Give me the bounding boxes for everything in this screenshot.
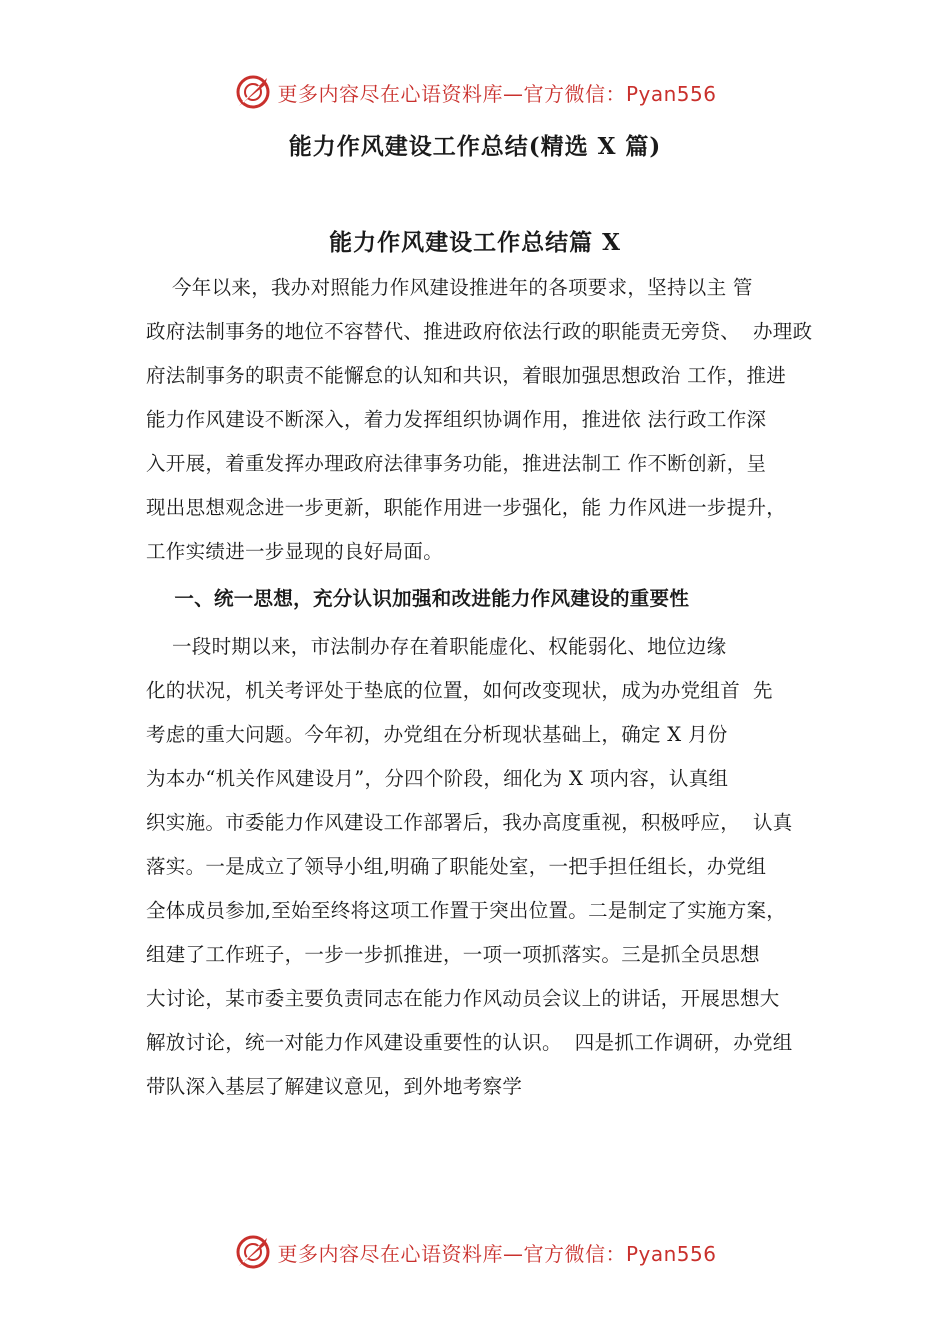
body-line: 解放讨论，统一对能力作风建设重要性的认识。 四是抓工作调研，办党组	[146, 1031, 793, 1054]
body-line: 今年以来，我办对照能力作风建设推进年的各项要求，坚持以主 管	[146, 276, 753, 299]
document-title: 能力作风建设工作总结(精选 X 篇)	[288, 133, 662, 160]
body-line: 能力作风建设不断深入，着力发挥组织协调作用，推进依 法行政工作深	[146, 408, 767, 431]
body-line: 大讨论，某市委主要负责同志在能力作风动员会议上的讲话，开展思想大	[146, 987, 780, 1010]
footer-banner	[0, 1230, 950, 1274]
body-line: 为本办“机关作风建设月”，分四个阶段，细化为 X 项内容，认真组	[146, 767, 729, 790]
body-line: 入开展，着重发挥办理政府法律事务功能，推进法制工 作不断创新，呈	[146, 452, 767, 475]
body-line: 政府法制事务的地位不容替代、推进政府依法行政的职能责无旁贷、 办理政	[146, 320, 813, 343]
body-line: 化的状况，机关考评处于垫底的位置，如何改变现状，成为办党组首 先	[146, 679, 773, 702]
banner-text: 更多内容尽在心语资料库—官方微信：Pyan556	[277, 1241, 717, 1266]
logo-icon	[233, 72, 273, 112]
body-line: 一段时期以来，市法制办存在着职能虚化、权能弱化、地位边缘	[146, 635, 727, 658]
body-line: 带队深入基层了解建议意见，到外地考察学	[146, 1075, 523, 1098]
section-heading: 一、统一思想，充分认识加强和改进能力作风建设的重要性	[146, 587, 690, 610]
logo-icon	[233, 1232, 273, 1272]
body-line: 落实。一是成立了领导小组,明确了职能处室，一把手担任组长，办党组	[146, 855, 767, 878]
header-banner	[0, 70, 950, 114]
body-line: 组建了工作班子，一步一步抓推进，一项一项抓落实。三是抓全员思想	[146, 943, 760, 966]
body-line: 工作实绩进一步显现的良好局面。	[146, 540, 444, 563]
body-line: 织实施。市委能力作风建设工作部署后，我办高度重视，积极呼应， 认真	[146, 811, 793, 834]
banner-text: 更多内容尽在心语资料库—官方微信：Pyan556	[277, 81, 717, 106]
body-line: 考虑的重大问题。今年初，办党组在分析现状基础上，确定 X 月份	[146, 723, 728, 746]
body-line: 府法制事务的职责不能懈怠的认知和共识，着眼加强思想政治 工作，推进	[146, 364, 787, 387]
body-line: 现出思想观念进一步更新，职能作用进一步强化，能 力作风进一步提升，	[146, 496, 787, 519]
section-title: 能力作风建设工作总结篇 X	[329, 229, 621, 256]
body-line: 全体成员参加,至始至终将这项工作置于突出位置。二是制定了实施方案，	[146, 899, 787, 922]
